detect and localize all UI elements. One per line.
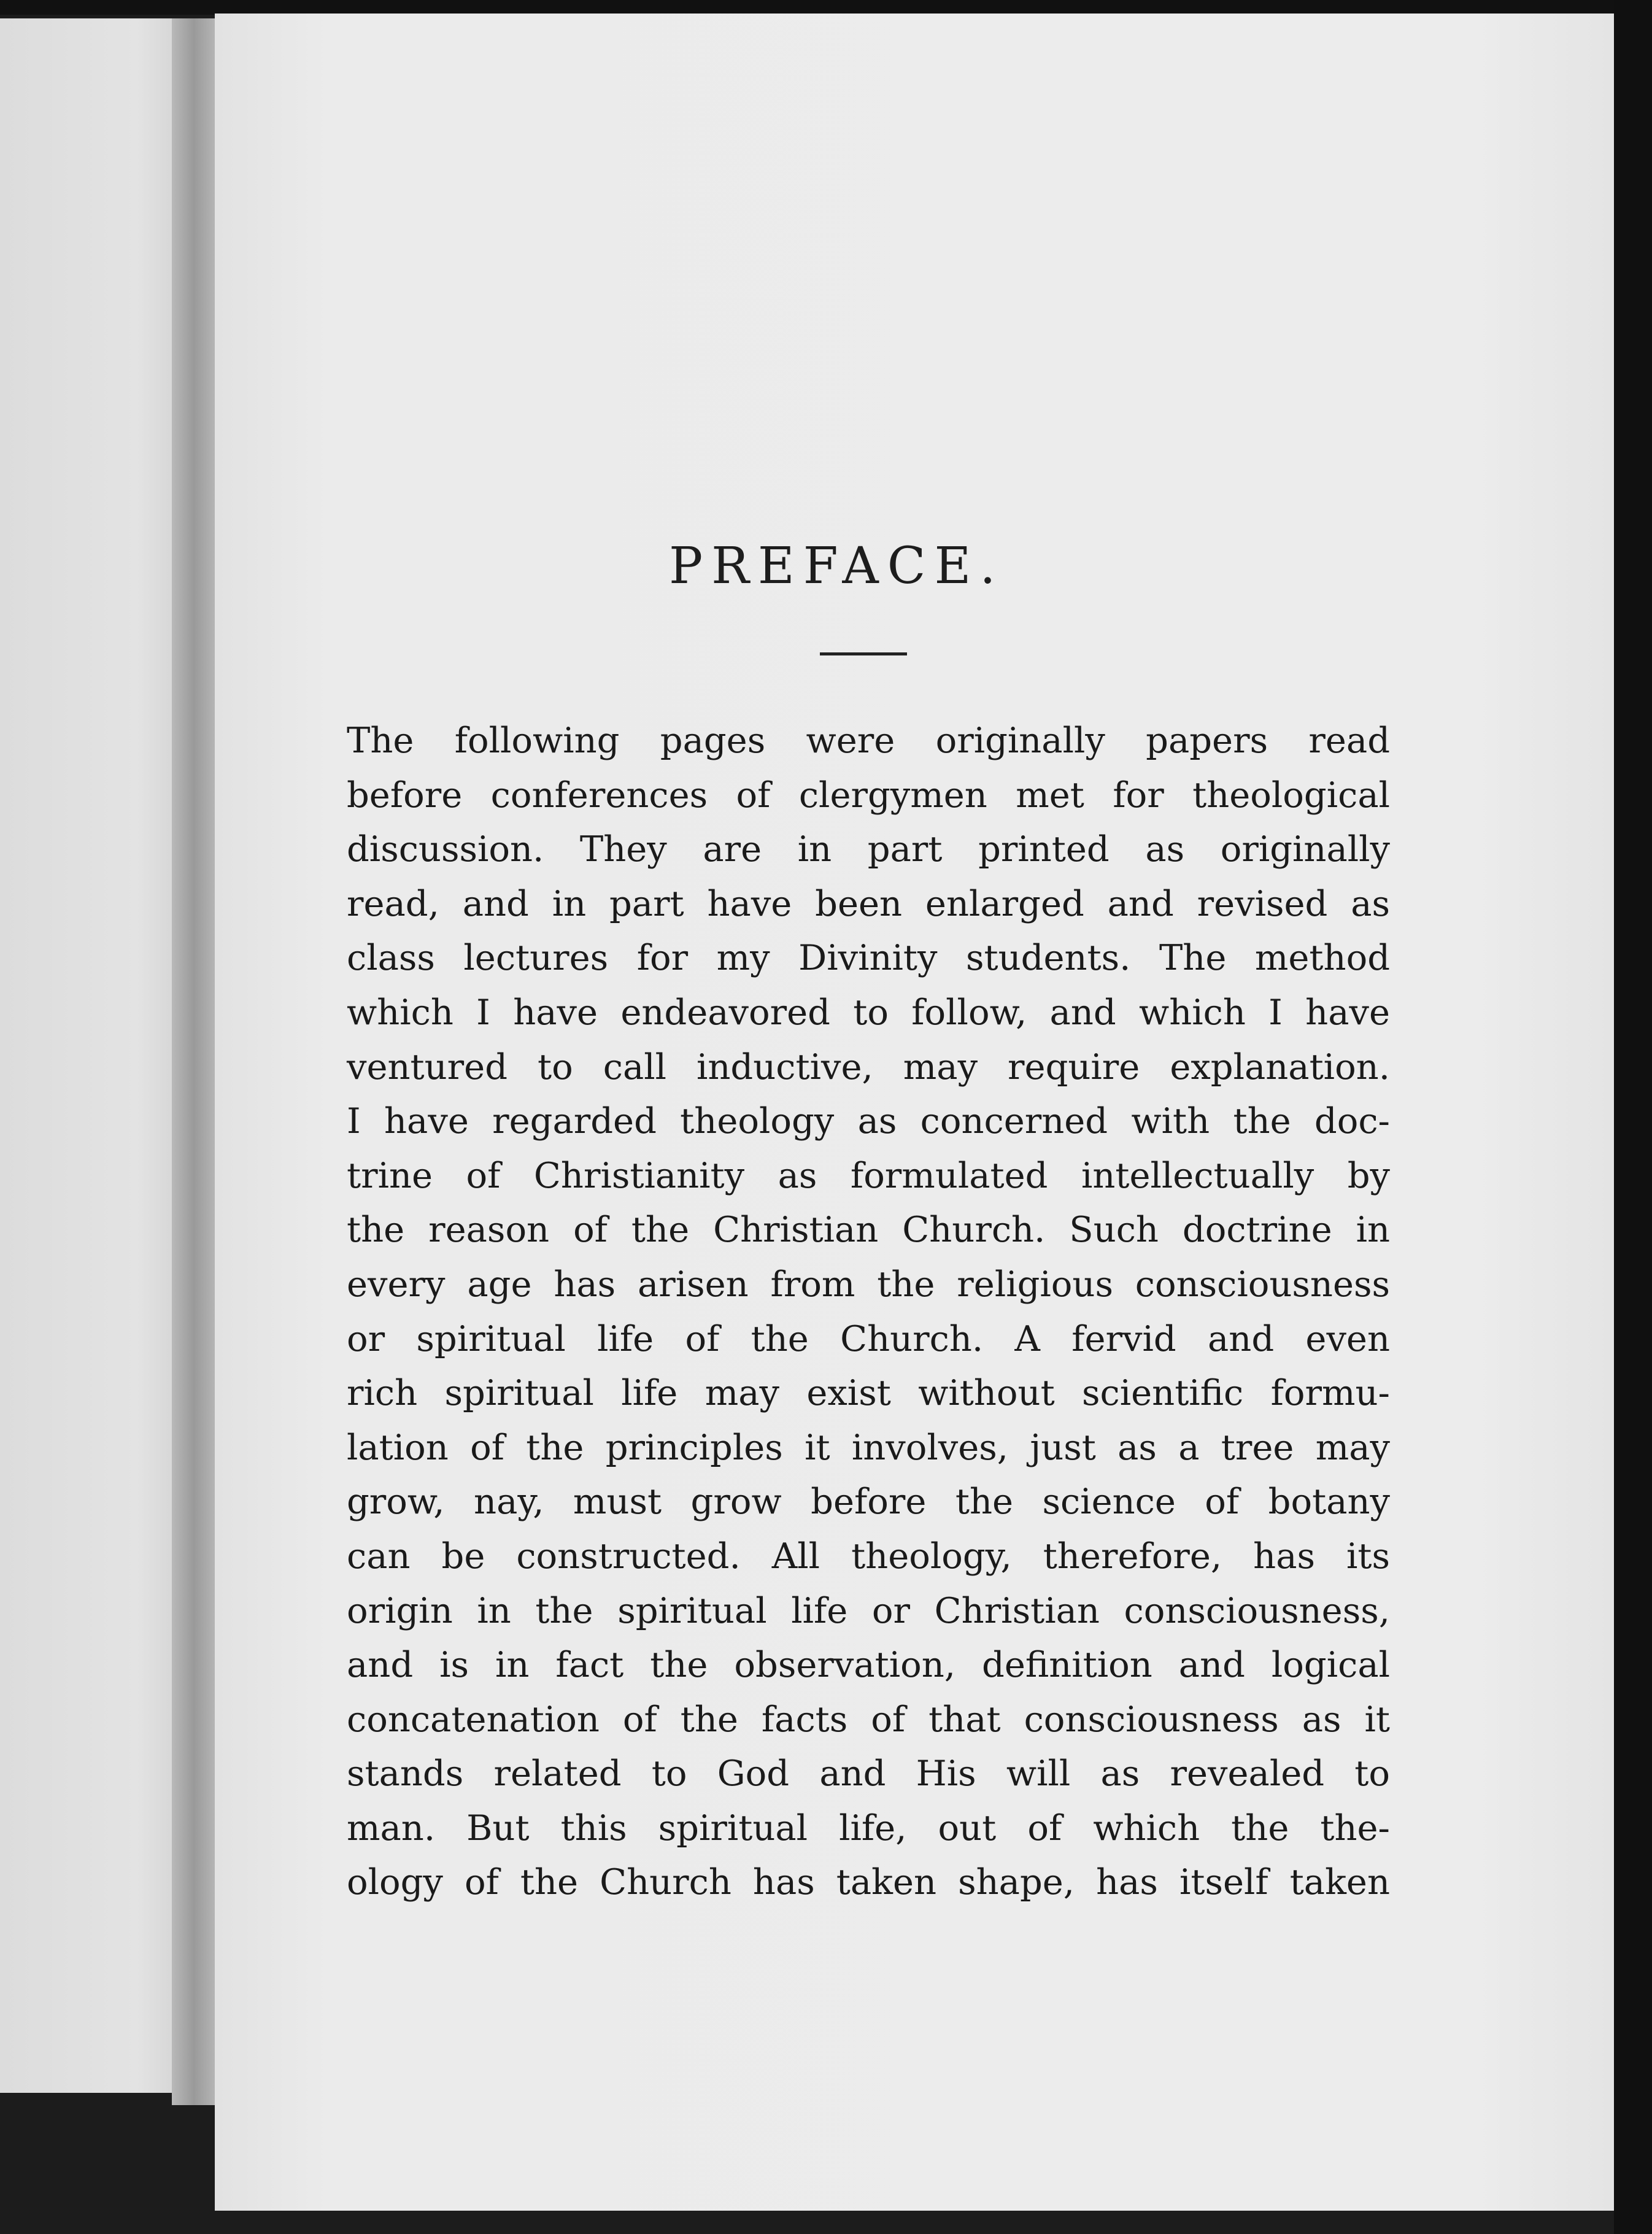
text-line: I have regarded theology as concerned with the doc- [347,1100,1390,1142]
text-line: origin in the spiritual life or Christian consciousness, [347,1590,1390,1631]
text-line: trine of Christianity as formulated intellectually by [347,1154,1390,1196]
text-line: or spiritual life of the Church. A fervid and even [347,1318,1390,1359]
heading-rule [820,652,907,655]
left-page-edge [0,18,196,2093]
text-line: lation of the principles it involves, just as a tree may [347,1426,1390,1468]
text-line: which I have endeavored to follow, and which I have [347,991,1390,1033]
text-line: The following pages were originally papers read [347,720,1390,761]
text-line: can be constructed. All theology, therefore, has its [347,1535,1390,1577]
text-line: ology of the Church has taken shape, has itself taken [347,1861,1390,1903]
text-line: discussion. They are in part printed as originally [347,829,1390,870]
scan-right-border [1614,0,1652,2234]
text-line: concatenation of the facts of that consciousness as it [347,1698,1390,1740]
text-line: ventured to call inductive, may require explanation. [347,1046,1390,1088]
text-line: every age has arisen from the religious consciousness [347,1263,1390,1305]
text-line: stands related to God and His will as revealed to [347,1753,1390,1795]
page-heading: PREFACE. [669,537,1005,595]
text-line: before conferences of clergymen met for theological [347,774,1390,816]
preface-body [347,714,1390,1910]
scan-top-border [0,0,1652,15]
text-line: read, and in part have been enlarged and revised as [347,883,1390,924]
text-line: the reason of the Christian Church. Such doctrine in [347,1209,1390,1251]
text-line: grow, nay, must grow before the science of botany [347,1481,1390,1523]
text-line: class lectures for my Divinity students. The method [347,937,1390,979]
text-line: rich spiritual life may exist without scientific formu- [347,1372,1390,1414]
text-line: and is in fact the observation, definition and logical [347,1644,1390,1686]
text-line: man. But this spiritual life, out of which the the- [347,1807,1390,1849]
